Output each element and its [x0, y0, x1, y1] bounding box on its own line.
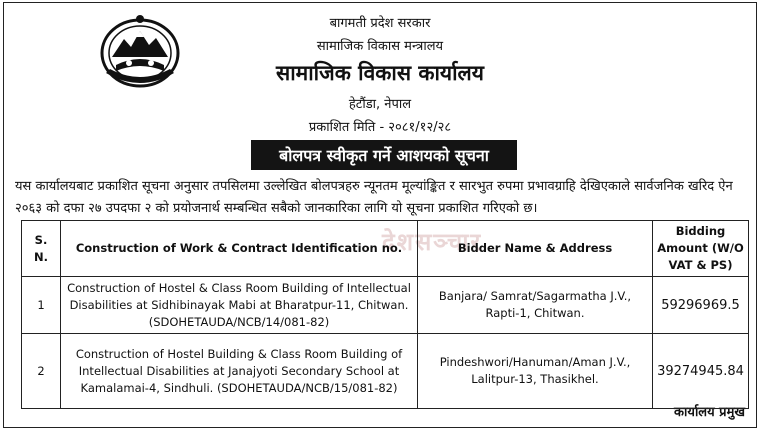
watermark: देशसञ्चार	[382, 228, 483, 256]
province-government: बागमती प्रदेश सरकार	[329, 16, 431, 31]
row-bidder: Banjara/ Samrat/Sagarmatha J.V., Rapti-1, Chitwan.	[418, 277, 653, 334]
intro-paragraph: यस कार्यालयबाट प्रकाशित सूचना अनुसार तपसिलमा उल्लेखित बोलपत्रहरु न्यूनतम मूल्यांङ्कित र सारभुत रुपमा प्रभावग्राहि देखिएकाले सार्वजनिक खरिद ऐन २०६३ को दफा २७ उपदफा २ को प्रयोजनार्थ सम्बन्धित सबैको जानकारिका लागि यो सूचना प्रकाशित गरिएको छ।	[15, 179, 733, 216]
row-sn: 2	[22, 334, 61, 409]
header-bidder: Bidder Name & Address	[418, 221, 653, 277]
header-sn: S. N.	[22, 221, 61, 277]
row-work: Construction of Hostel & Class Room Building of Intellectual Disabilities at Sidhibinayak Mabi at Bharatpur-11, Chitwan. (SDOHETAUDA/NCB/14/081-82)	[61, 277, 418, 334]
office-address: हेटौंडा, नेपाल	[348, 97, 412, 112]
table-row	[22, 334, 749, 409]
table-header-row	[22, 221, 749, 277]
published-date: प्रकाशित मिति - २०८१/१२/२८	[308, 120, 452, 135]
row-sn: 1	[22, 277, 61, 334]
office-name: सामाजिक विकास कार्यालय	[276, 61, 484, 85]
header-work: Construction of Work & Contract Identification no.	[61, 221, 418, 277]
notice-page	[3, 2, 757, 428]
office-chief-signature: कार्यालय प्रमुख	[674, 405, 745, 420]
table-row	[22, 277, 749, 334]
row-bidder: Pindeshwori/Hanuman/Aman J.V., Lalitpur-13, Thasikhel.	[418, 334, 653, 409]
row-amount: 39274945.84	[653, 334, 749, 409]
header-amount: Bidding Amount (W/O VAT & PS)	[653, 221, 749, 277]
bid-table	[21, 220, 749, 409]
ministry-name: सामाजिक विकास मन्त्रालय	[316, 39, 444, 54]
row-work: Construction of Hostel Building & Class Room Building of Intellectual Disabilities at Janajyoti Secondary School at Kamalamai-4, Sindhuli. (SDOHETAUDA/NCB/15/081-82)	[61, 334, 418, 409]
notice-title: बोलपत्र स्वीकृत गर्ने आशयको सूचना	[251, 140, 517, 170]
row-amount: 59296969.5	[653, 277, 749, 334]
